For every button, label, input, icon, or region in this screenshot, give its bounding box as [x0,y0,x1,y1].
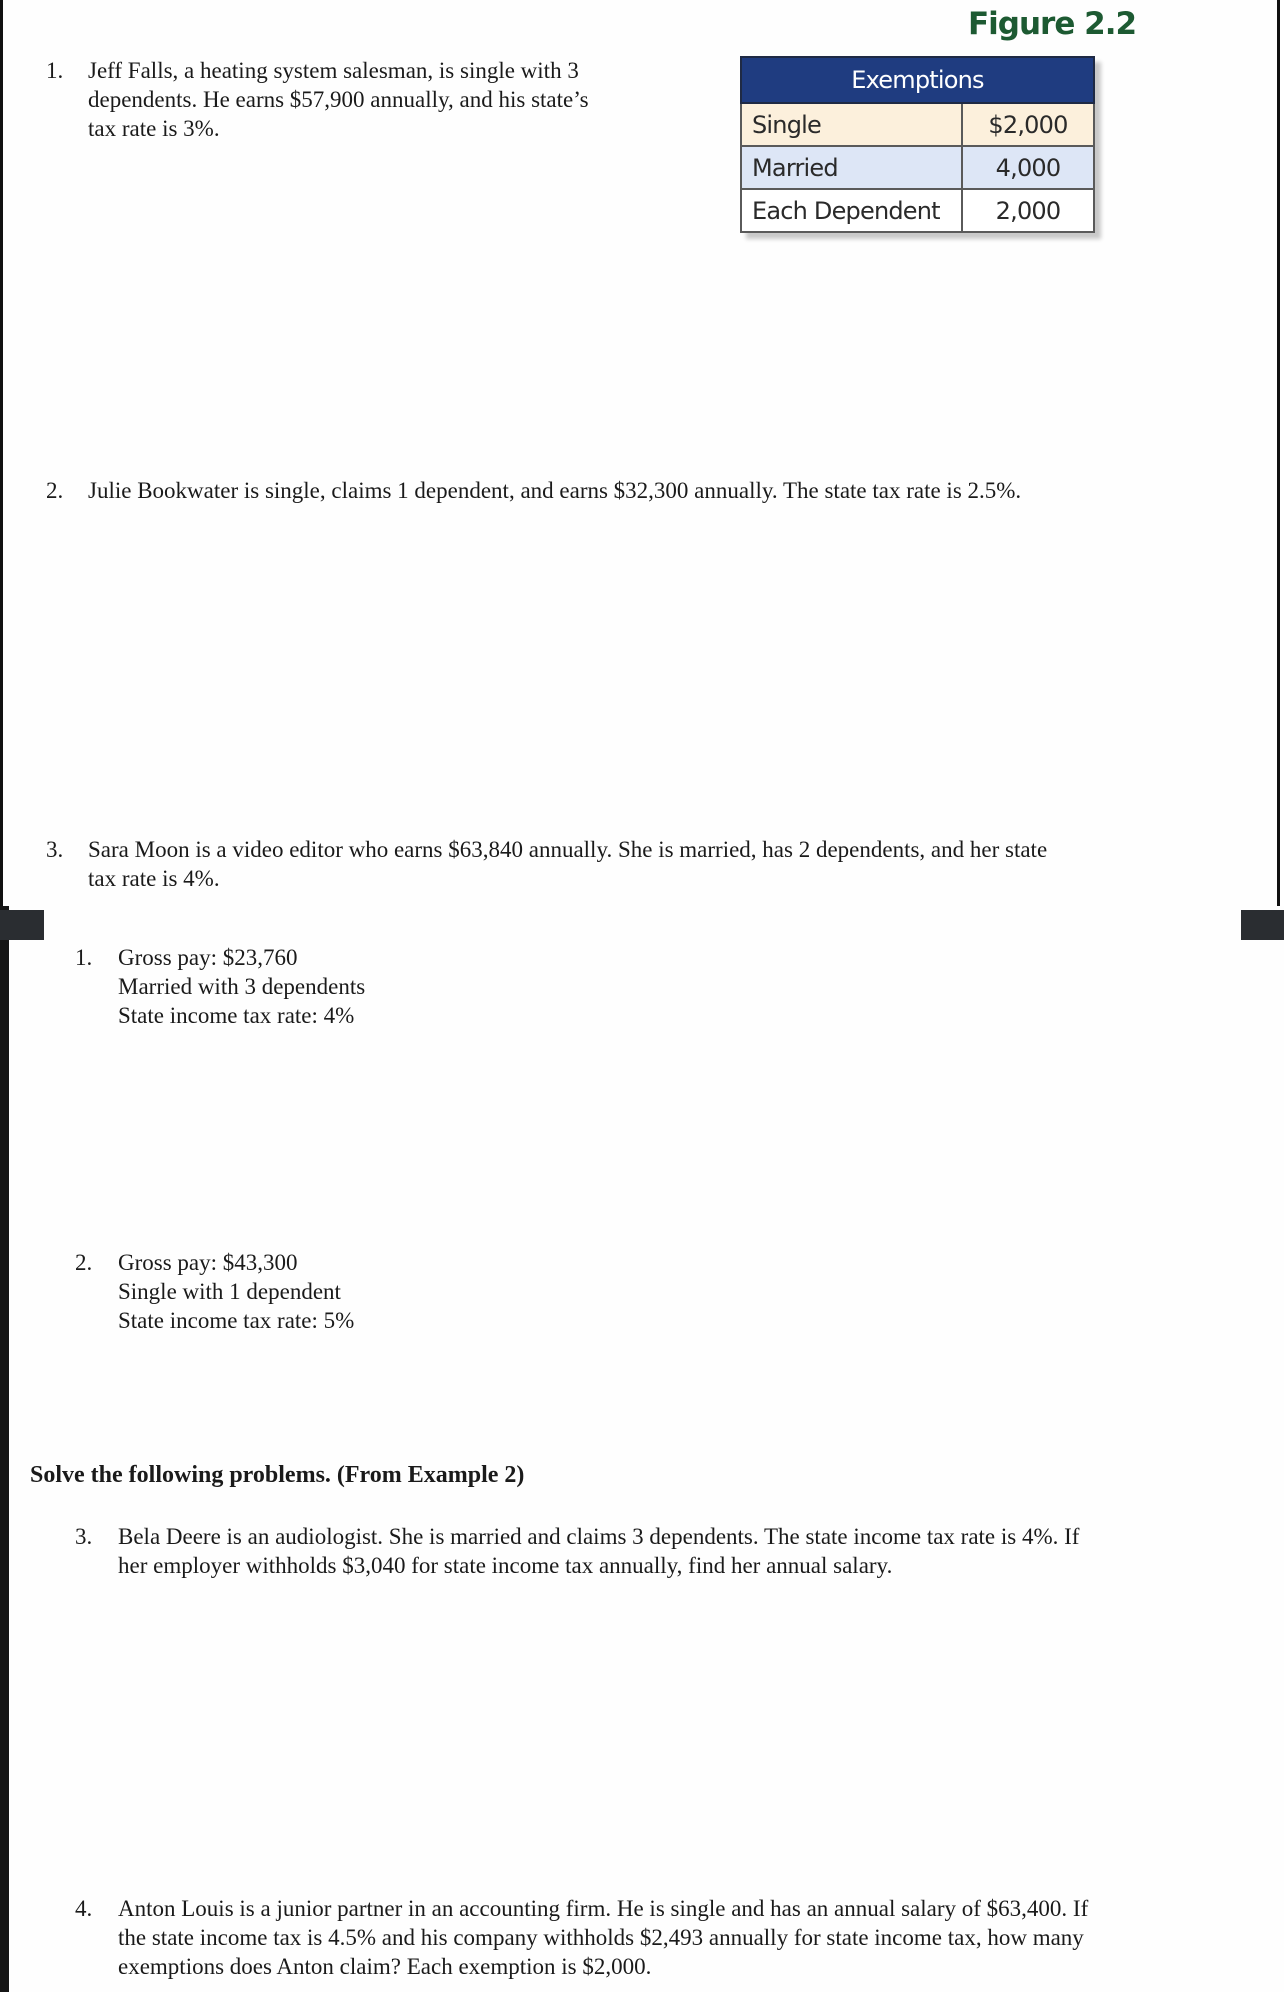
problem-text: Jeff Falls, a heating system salesman, is single with 3 dependents. He earns $57,900 annually, and his state’s tax rate is 3%. [88,58,589,141]
right-dark-tab [1241,910,1284,940]
problem-number: 1. [46,58,64,83]
problem-text: Julie Bookwater is single, claims 1 dependent, and earns $32,300 annually. The state tax rate is 2.5%. [88,478,1022,503]
row-label: Each Dependent [741,189,962,232]
problem-number: 4. [75,1896,93,1921]
row-label: Married [741,146,962,189]
problem-text: Gross pay: $23,760 Married with 3 dependents State income tax rate: 4% [118,945,366,1028]
problem-number: 2. [75,1250,93,1275]
figure-title: Figure 2.2 [968,6,1137,42]
exemptions-table [740,56,1095,233]
problem-number: 1. [75,945,93,970]
problem-number: 3. [46,837,64,862]
row-label: Single [741,103,962,146]
problem-number: 2. [46,478,64,503]
table-row [741,146,1094,189]
row-value: 4,000 [962,146,1094,189]
table-row [741,103,1094,146]
bottom-worksheet-section [0,906,1284,1992]
problem-text: Sara Moon is a video editor who earns $63,840 annually. She is married, has 2 dependents, and her state tax rate is 4%. [88,837,1048,891]
row-value: 2,000 [962,189,1094,232]
problem-text: Anton Louis is a junior partner in an accounting firm. He is single and has an annual salary of $63,400. If the state income tax is 4.5% and his company withholds $2,493 annually for state income tax, how many exemptions does Anton claim? Each exemption is $2,000. [118,1896,1089,1979]
problem-text: Gross pay: $43,300 Single with 1 dependent State income tax rate: 5% [118,1250,355,1333]
section-heading: Solve the following problems. (From Example 2) [30,1462,525,1488]
problem-number: 3. [75,1524,93,1549]
problem-anton-louis [75,1894,1284,1988]
problem-bela-deere [75,1522,1280,1586]
table-row [741,189,1094,232]
left-dark-tab [0,910,44,940]
row-value: $2,000 [962,103,1094,146]
problem-text: Bela Deere is an audiologist. She is married and claims 3 dependents. The state income tax rate is 4%. If her employer withholds $3,040 for state income tax annually, find her annual salary. [118,1524,1080,1578]
table-header: Exemptions [741,57,1094,103]
